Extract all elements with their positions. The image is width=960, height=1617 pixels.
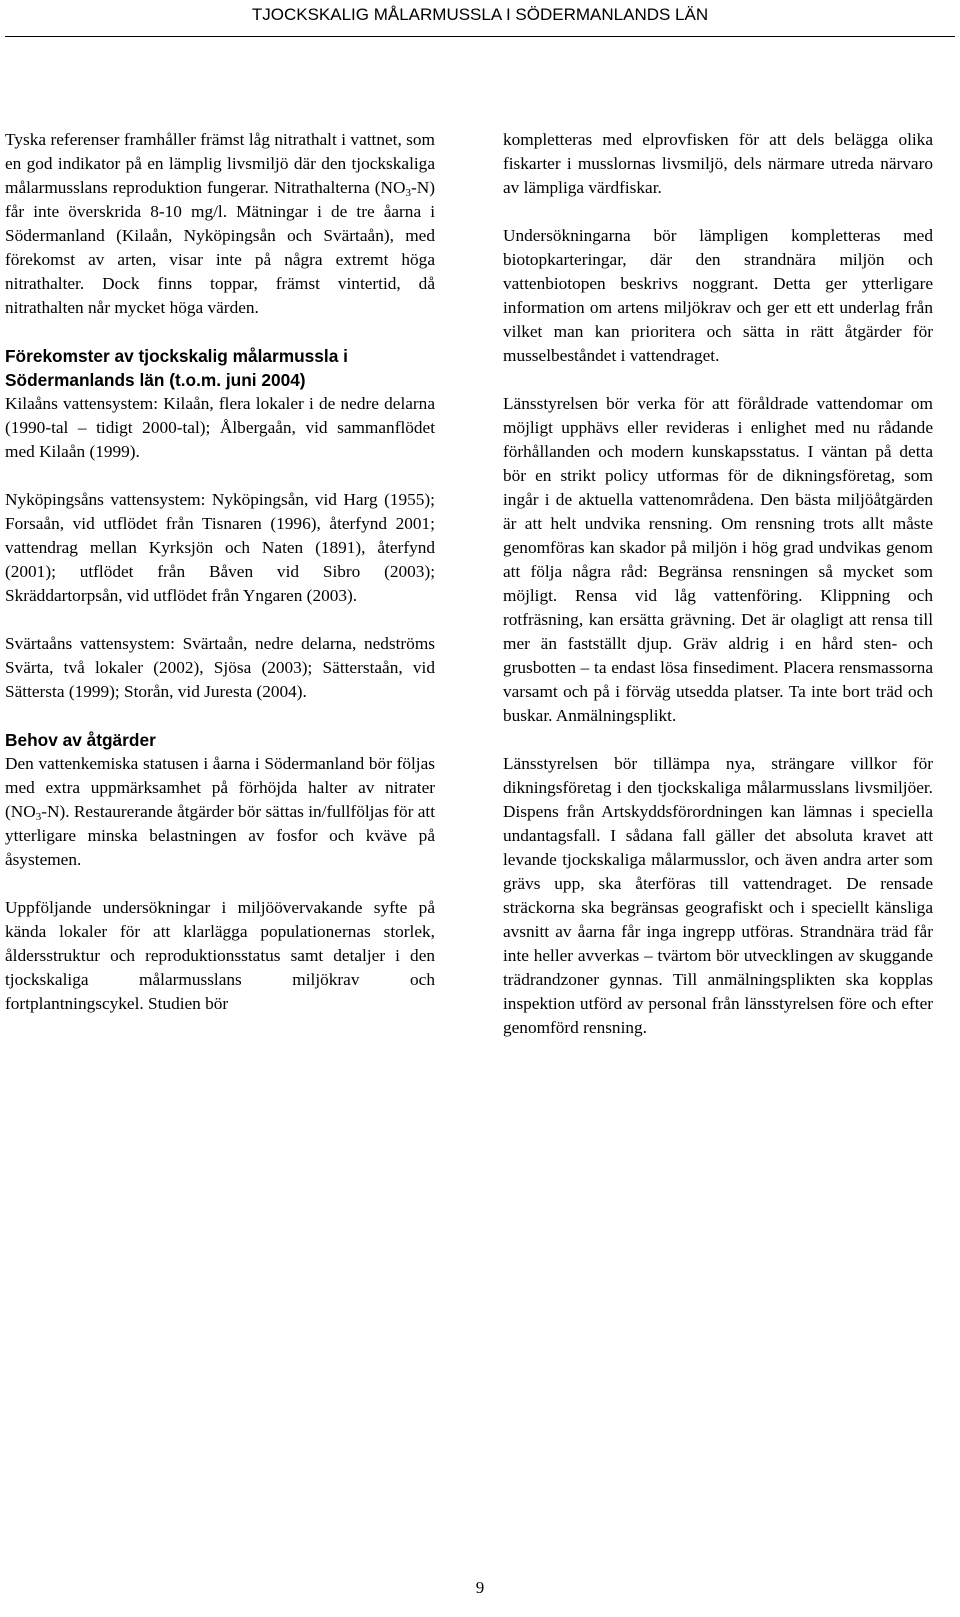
header-rule: [5, 36, 955, 37]
paragraph-electrofishing: kompletteras med elprovfisken för att dels belägga olika fiskarter i musslornas livsmiljö, dels närmare utreda närvaro av lämpliga värdfiskar.: [503, 130, 933, 197]
paragraph-kilaan: Kilaåns vattensystem: Kilaån, flera lokaler i de nedre delarna (1990-tal – tidigt 2000-tal); Ålbergaån, vid sammanflödet med Kilaån (1999).: [5, 394, 435, 461]
document-title: TJOCKSKALIG MÅLARMUSSLA I SÖDERMANLANDS LÄN: [251, 5, 709, 24]
paragraph-drainage-conditions: Länsstyrelsen bör tillämpa nya, strängare villkor för dikningsföretag i den tjockskaliga målarmusslans livsmiljöer. Dispens från Artskyddsförordningen kan lämnas i speciella undantagsfall. I sådana fall gäller det absoluta kravet att levande tjockskaliga målarmusslor, och även andra arter som grävs upp, ska återföras till vattendraget. De rensade sträckorna ska begränsas geografiskt och i speciellt känsliga avsnitt av åarna får inga ingrepp utföras. Strandnära träd får inte heller avverkas – tvärtom bör utvecklingen av skuggande trädrandzoner gynnas. Till anmälningsplikten ska kopplas inspektion utförd av personal från länsstyrelsen före och efter genomförd rensning.: [503, 754, 933, 1037]
heading-occurrences: Förekomster av tjockskalig målarmussla i Södermanlands län (t.o.m. juni 2004): [5, 346, 348, 390]
heading-measures: Behov av åtgärder: [5, 730, 156, 750]
running-header: [0, 0, 960, 34]
paragraph-nykopingsan: Nyköpingsåns vattensystem: Nyköpingsån, vid Harg (1955); Forsaån, vid utflödet från Tisnaren (1996), återfynd 2001; vattendrag mellan Kyrksjön och Naten (1891), återfynd (2001); utflödet från Båven vid Sibro (2003); Skräddartorpsån, vid utflödet från Yngaren (2003).: [5, 490, 435, 605]
paragraph-follow-up: Uppföljande undersökningar i miljöövervakande syfte på kända lokaler för att klarlägga populationernas storlek, åldersstruktur och reproduktionsstatus samt detaljer i den tjockskaliga målarmusslans miljökrav och fortplantningscykel. Studien bör: [5, 898, 435, 1013]
left-column: [5, 128, 435, 1016]
right-column: [503, 128, 933, 1040]
paragraph-biotope-mapping: Undersökningarna bör lämpligen kompletteras med biotopkarteringar, där den strandnära miljön och vattenbiotopen beskrivs noggrant. Detta ger ytterligare information om artens miljökrav och ger ett ett underlag från vilket man kan prioritera och sätta in rätt åtgärder för musselbeståndet i vattendraget.: [503, 226, 933, 365]
paragraph-water-chemistry: Den vattenkemiska statusen i åarna i Södermanland bör följas med extra uppmärksamhet på förhöjda halter av nitrater $(NO_3-N)$. Restaurerande åtgärder bör sättas in/fullföljas för att ytterligare minska belastningen av fosfor och kväve på åsystemen.: [5, 754, 435, 869]
paragraph-water-rights: Länsstyrelsen bör verka för att föråldrade vattendomar om möjligt upphävs eller revideras i enlighet med nu rådande förhållanden och modern kunskapsstatus. I väntan på detta bör en strikt policy utformas för de dikningsföretag, som ingår i de aktuella vattenområdena. Den bästa miljöåtgärden är att helt undvika rensning. Om rensning trots allt måste genomföras kan skador på miljön i hög grad undvikas genom att följa några råd: Begränsa rensningen så mycket som möjligt. Rensa vid låg vattenföring. Klippning och rotfräsning, kan ersätta grävning. Det är olagligt att rensa till mer än fastställt djup. Gräv aldrig i en hård sten- och grusbotten – ta endast lösa finsediment. Placera rensmassorna varsamt och på i förväg utsedda platser. Ta inte bort träd och buskar. Anmälningsplikt.: [503, 394, 933, 725]
paragraph-nitrate: Tyska referenser framhåller främst låg nitrathalt i vattnet, som en god indikator på en lämplig livsmiljö där den tjockskaliga målarmusslans reproduktion fungerar. Nitrathalterna $(NO_3-N)$ får inte överskrida 8-10 mg/l. Mätningar i de tre åarna i Södermanland (Kilaån, Nyköpingsån och Svärtaån), med förekomst av arten, visar inte på några extremt höga nitrathalter. Dock finns toppar, främst vintertid, då nitrathalten når mycket höga värden.: [5, 130, 435, 317]
paragraph-svartaan: Svärtaåns vattensystem: Svärtaån, nedre delarna, nedströms Svärta, två lokaler (2002), Sjösa (2003); Sätterstaån, vid Sättersta (1999); Storån, vid Juresta (2004).: [5, 634, 435, 701]
page-number: 9: [475, 1578, 485, 1597]
